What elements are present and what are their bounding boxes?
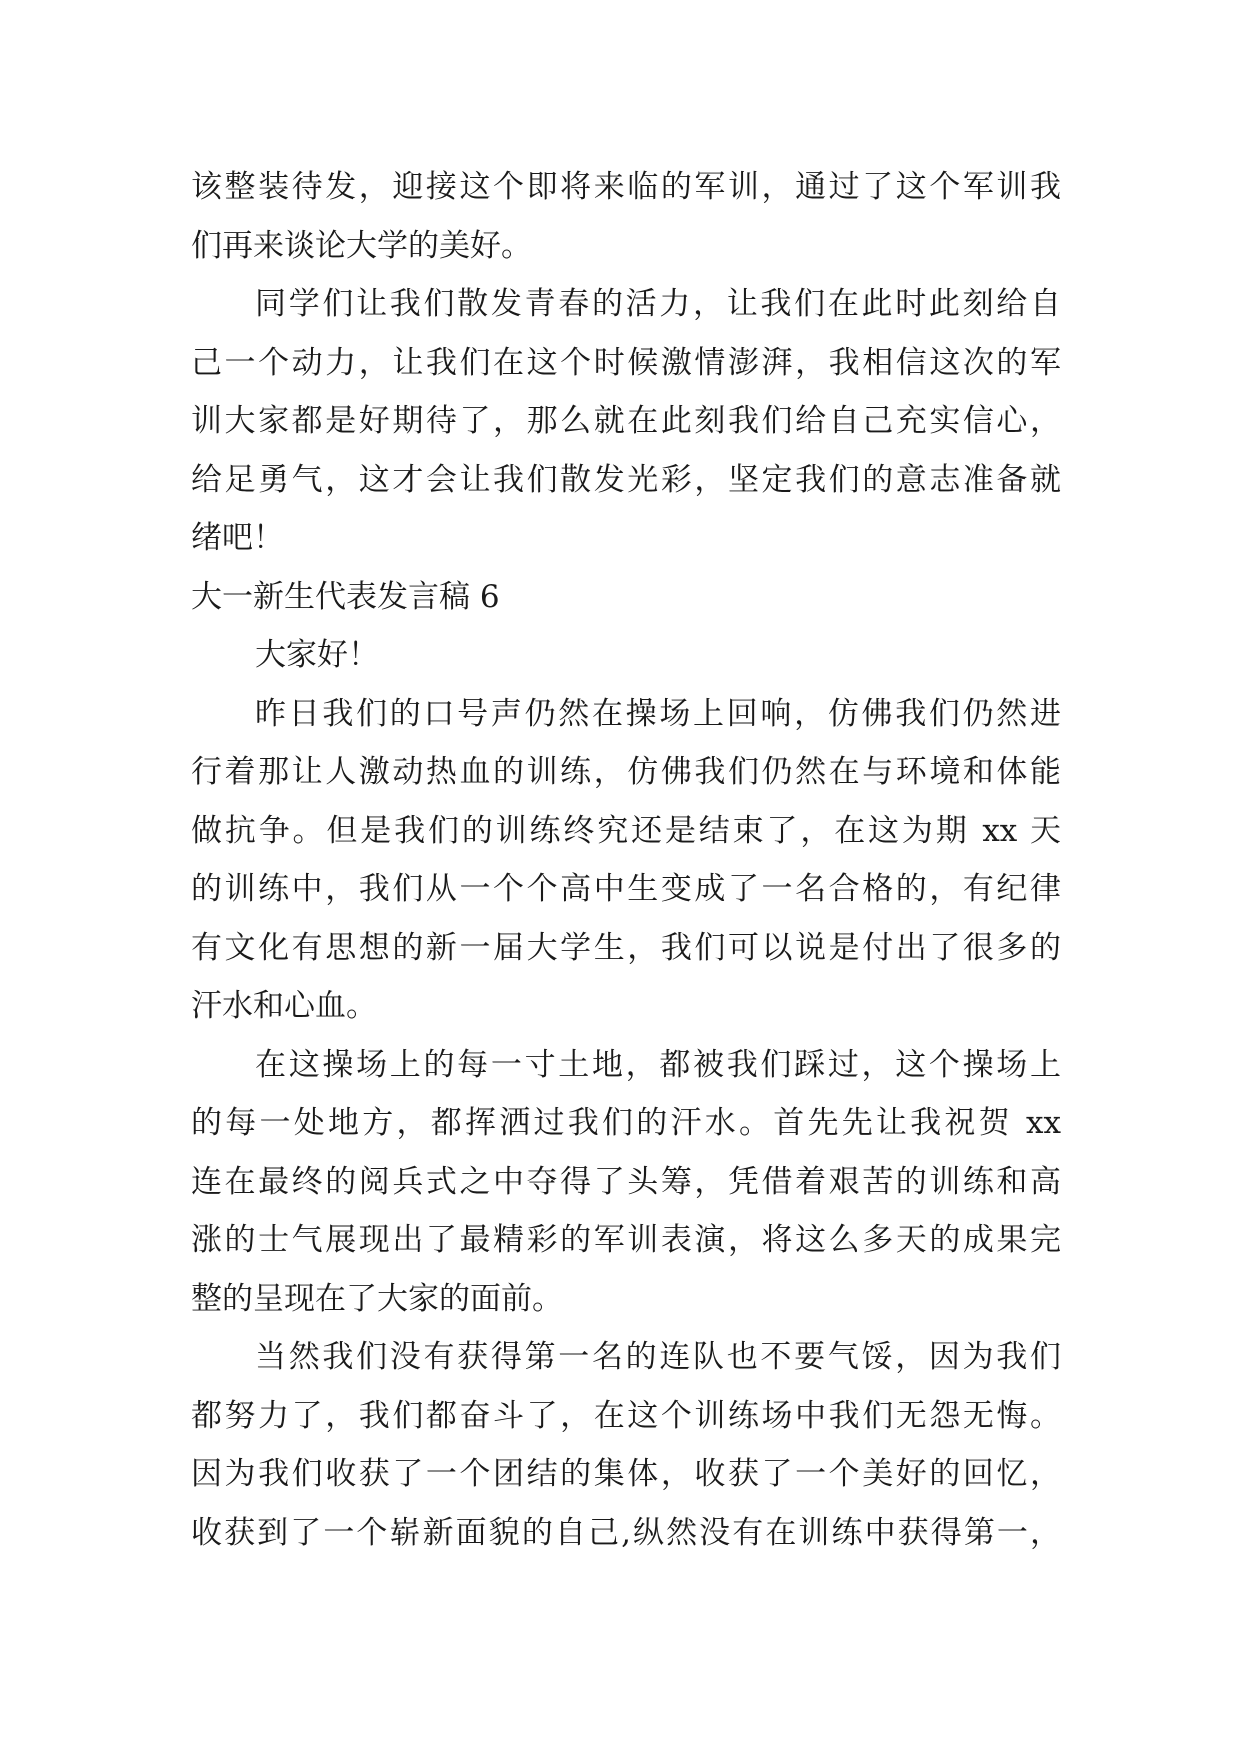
text-line: 因为我们收获了一个团结的集体，收获了一个美好的回忆， bbox=[191, 1456, 1061, 1492]
text-line: 都努力了，我们都奋斗了，在这个训练场中我们无怨无悔。 bbox=[191, 1397, 1061, 1434]
text-line: 涨的士气展现出了最精彩的军训表演，将这么多天的成果完 bbox=[191, 1222, 1061, 1258]
text-line: 做抗争。但是我们的训练终究还是结束了，在这为期 xx 天 bbox=[191, 812, 1061, 849]
text-line: 给足勇气，这才会让我们散发光彩，坚定我们的意志准备就 bbox=[191, 461, 1061, 498]
heading-text: 大一新生代表发言稿 6 bbox=[191, 578, 500, 615]
text-line: 整的呈现在了大家的面前。 bbox=[191, 1280, 563, 1317]
text-line: 们再来谈论大学的美好。 bbox=[191, 227, 532, 264]
text-line: 同学们让我们散发青春的活力，让我们在此时此刻给自 bbox=[255, 286, 1061, 322]
paragraph bbox=[191, 1328, 1061, 1562]
text-line: 绪吧！ bbox=[191, 520, 284, 556]
text-line: 当然我们没有获得第一名的连队也不要气馁，因为我们 bbox=[255, 1339, 1061, 1375]
paragraph bbox=[191, 275, 1061, 568]
section-heading bbox=[191, 568, 1061, 627]
text-line: 有文化有思想的新一届大学生，我们可以说是付出了很多的 bbox=[191, 929, 1061, 966]
paragraph bbox=[191, 1036, 1061, 1329]
paragraph bbox=[191, 685, 1061, 1036]
text-line: 昨日我们的口号声仍然在操场上回响，仿佛我们仍然进 bbox=[255, 695, 1061, 732]
text-line: 该整装待发，迎接这个即将来临的军训，通过了这个军训我 bbox=[191, 169, 1061, 205]
paragraph bbox=[191, 626, 1061, 685]
text-line: 己一个动力，让我们在这个时候激情澎湃，我相信这次的军 bbox=[191, 344, 1061, 381]
text-line: 汗水和心血。 bbox=[191, 988, 377, 1024]
text-line: 大家好！ bbox=[255, 637, 379, 673]
text-line: 在这操场上的每一寸土地，都被我们踩过，这个操场上 bbox=[255, 1046, 1061, 1083]
text-line: 连在最终的阅兵式之中夺得了头筹，凭借着艰苦的训练和高 bbox=[191, 1163, 1061, 1200]
text-line: 的每一处地方，都挥洒过我们的汗水。首先先让我祝贺 xx bbox=[191, 1105, 1061, 1141]
text-line: 的训练中，我们从一个个高中生变成了一名合格的，有纪律 bbox=[191, 871, 1061, 907]
document-body bbox=[191, 158, 1061, 1562]
text-line: 收获到了一个崭新面貌的自己,纵然没有在训练中获得第一， bbox=[191, 1514, 1061, 1551]
text-line: 行着那让人激动热血的训练，仿佛我们仍然在与环境和体能 bbox=[191, 754, 1061, 790]
text-line: 训大家都是好期待了，那么就在此刻我们给自己充实信心， bbox=[191, 403, 1061, 439]
paragraph bbox=[191, 158, 1061, 275]
